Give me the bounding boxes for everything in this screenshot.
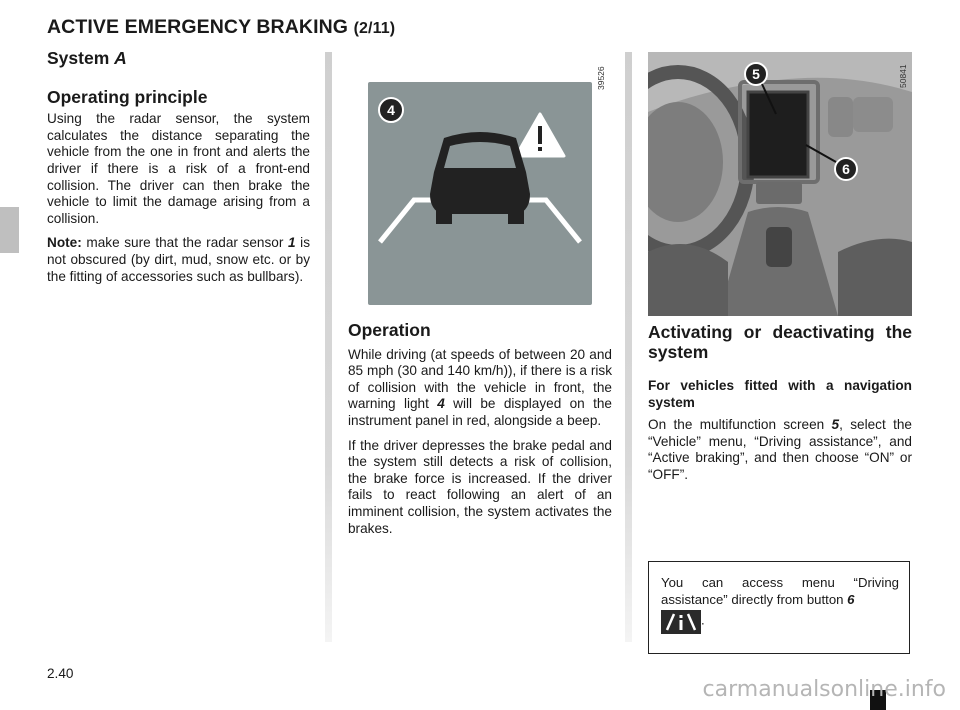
collision-warning-icon: [368, 82, 592, 305]
right-figure-code: 50841: [898, 64, 908, 88]
note-box-text: You can access menu “Driving assistance” directly from button 6 .: [661, 575, 899, 634]
column-divider-left: [325, 52, 332, 642]
dashboard-figure: [648, 52, 912, 316]
watermark: carmanualsonline.info: [702, 677, 946, 702]
svg-text:6: 6: [842, 161, 850, 177]
note-paragraph: Note: make sure that the radar sensor 1 is not obscured (by dirt, mud, snow etc. or by the fitting of accessories such as bullbars).: [47, 235, 310, 284]
activate-heading: Activating or deactivating the system: [648, 322, 912, 362]
navigation-subheading: For vehicles fitted with a navigation system: [648, 378, 912, 410]
section-tab: [0, 207, 19, 253]
dashboard-illustration: [648, 52, 912, 316]
warning-light-figure: [368, 82, 592, 305]
activate-paragraph: On the multifunction screen 5, select the “Vehicle” menu, “Driving assistance”, and “Active braking”, and then choose “ON” or “OFF”.: [648, 417, 912, 482]
page-number: 2.40: [47, 666, 74, 681]
page-title: [47, 16, 395, 39]
operation-paragraph-2: If the driver depresses the brake pedal and the system still detects a risk of collision, the brake force is increased. If the driver fails to react following an alert of an imminent collision, the system activates the brakes.: [348, 437, 612, 536]
svg-text:4: 4: [387, 102, 395, 118]
note-box: [648, 561, 910, 654]
operation-paragraph-1: While driving (at speeds of between 20 and 85 mph (30 and 140 km/h)), if there is a risk of collision with the vehicle in front, the warning light 4 will be displayed on the instrument panel in red, alongside a beep.: [348, 346, 612, 428]
title-suffix: (2/11): [353, 20, 396, 37]
column-divider-right: [625, 52, 632, 642]
left-column: [47, 50, 310, 293]
system-heading: System A: [47, 48, 127, 68]
middle-column: [348, 322, 612, 545]
driving-assistance-button-icon: [661, 610, 701, 634]
title-main: ACTIVE EMERGENCY BRAKING: [47, 16, 349, 38]
operation-heading: Operation: [348, 320, 431, 340]
middle-figure-code: 39526: [596, 66, 606, 90]
principle-text: Using the radar sensor, the system calculates the distance separating the vehicle from the one in front and alerts the driver if there is a risk of a front-end collision. The driver can then brake the vehicle to limit the damage arising from a collision.: [47, 111, 310, 226]
svg-text:5: 5: [752, 66, 760, 82]
right-column: [648, 322, 912, 492]
principle-heading: Operating principle: [47, 86, 208, 107]
